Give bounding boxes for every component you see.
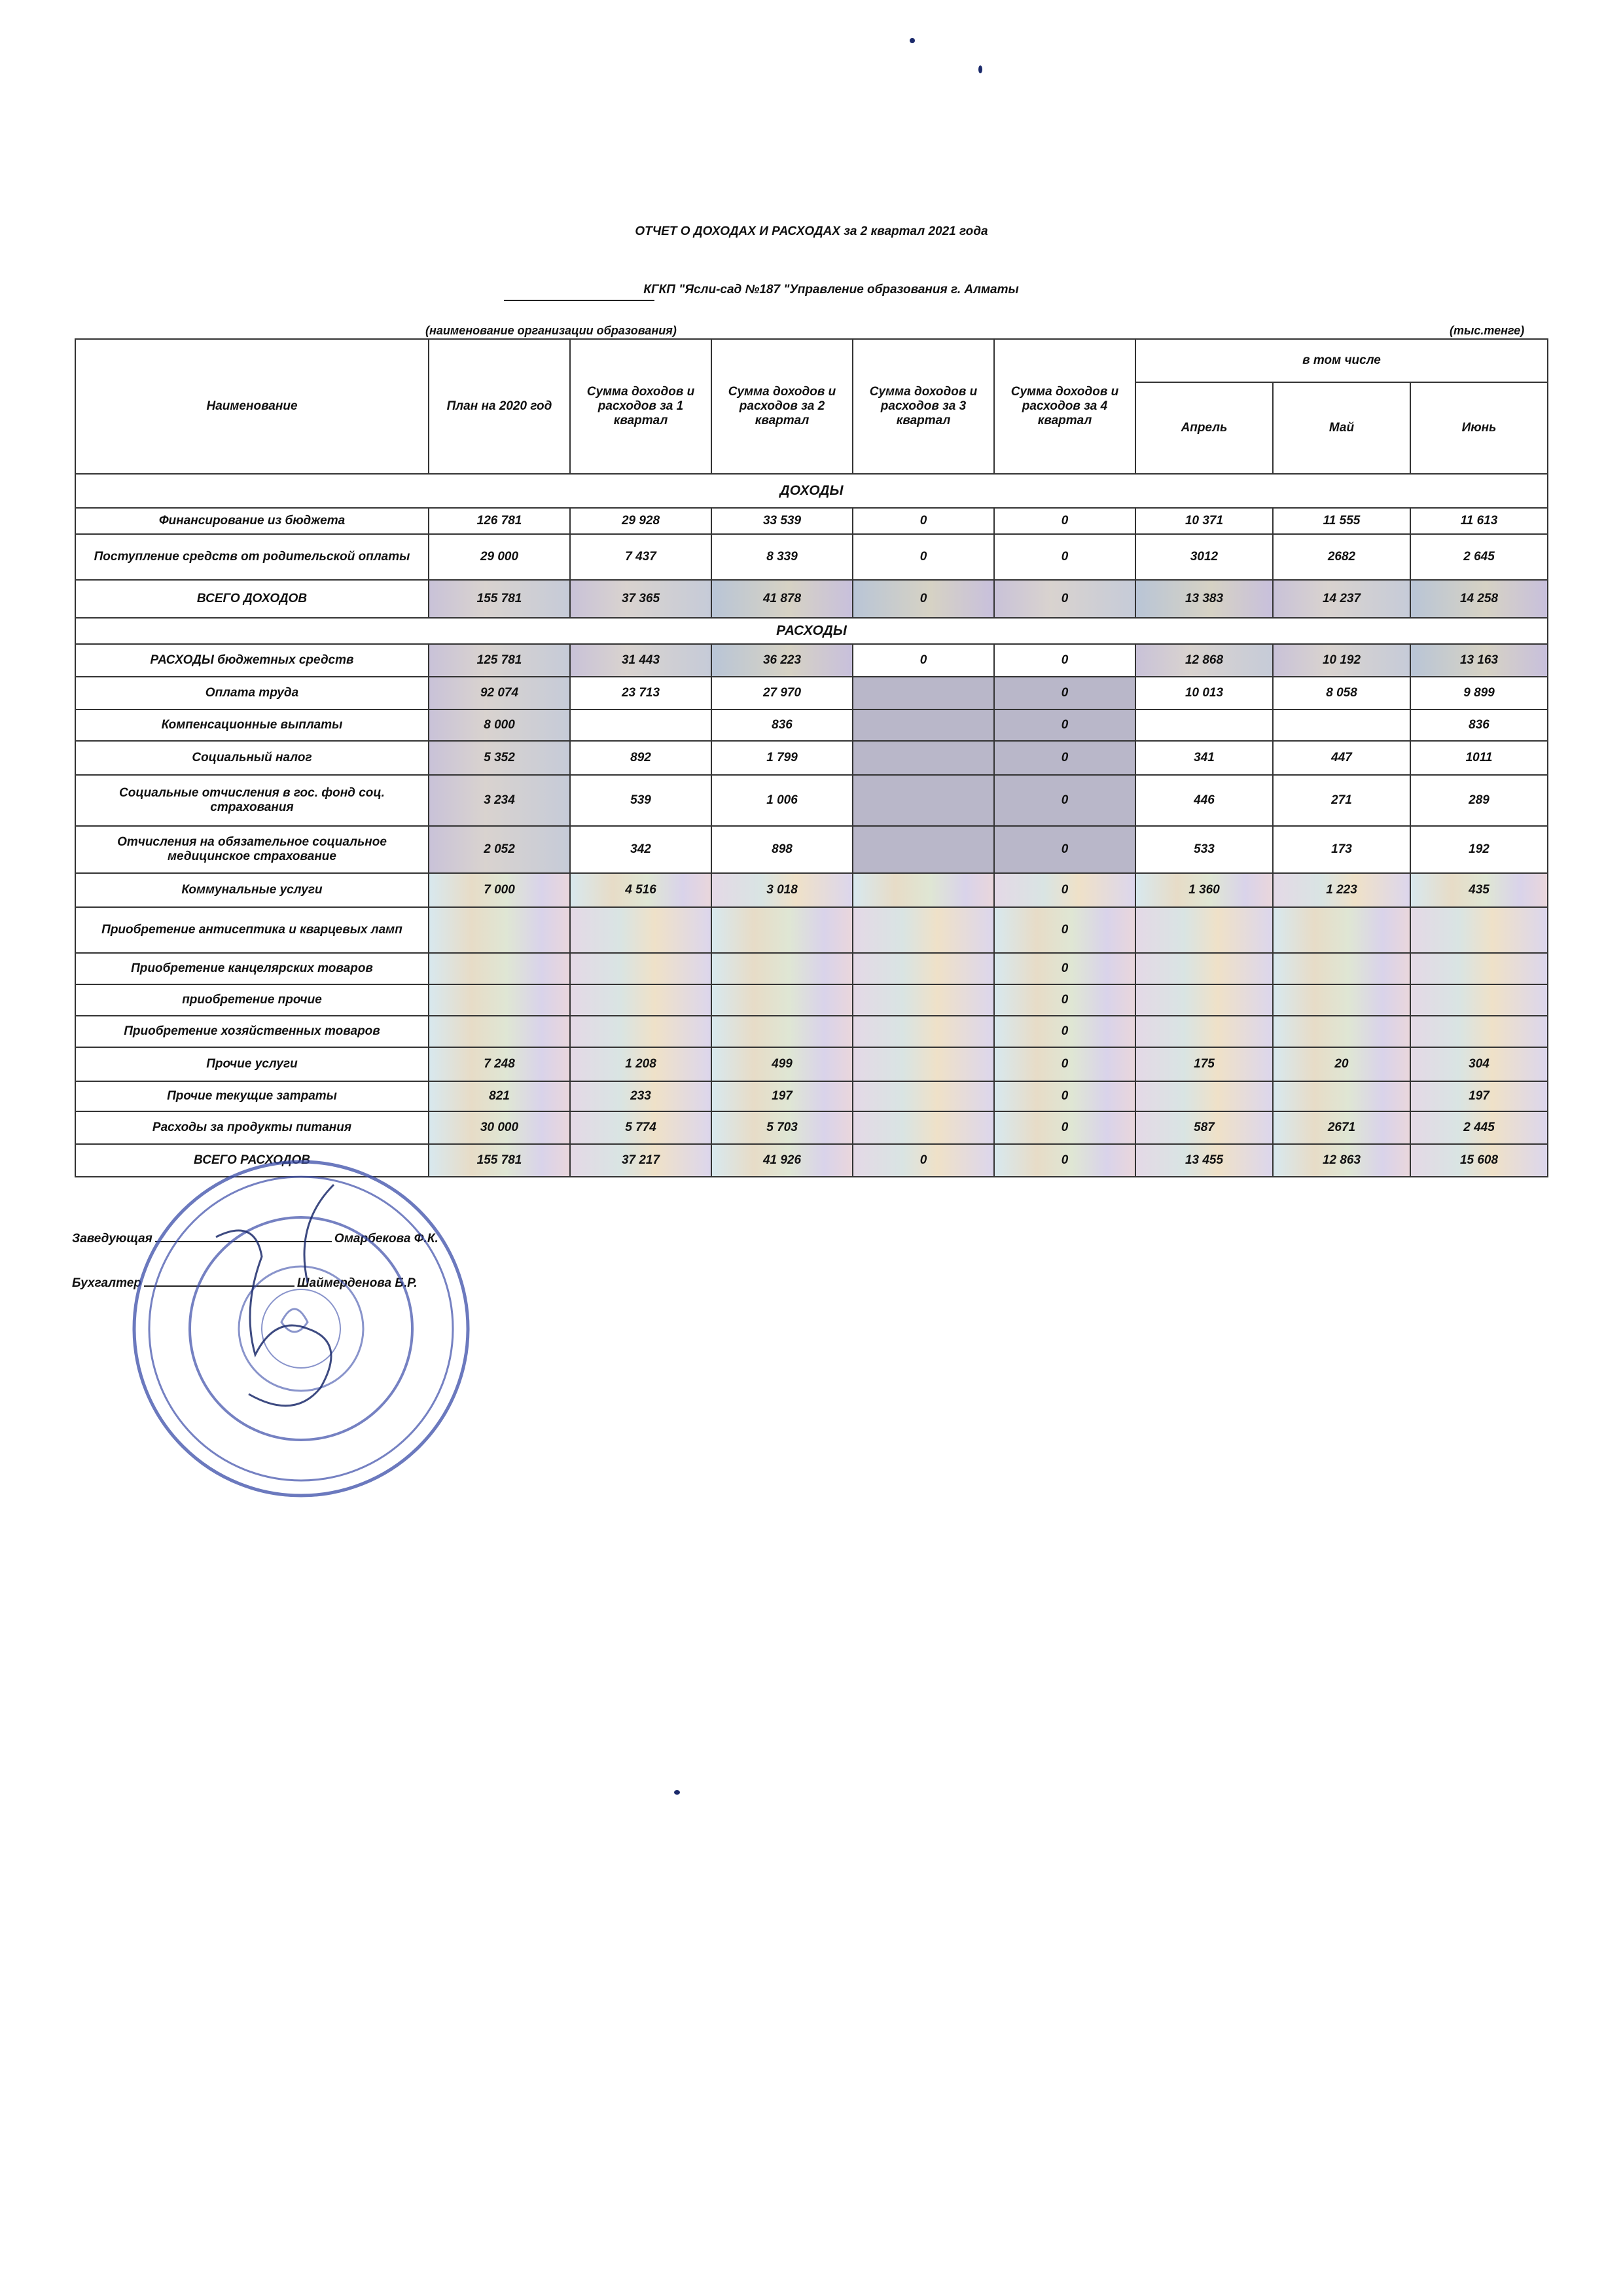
cell-q2: 836 (711, 709, 853, 741)
cell-may (1273, 907, 1410, 953)
cell-plan: 126 781 (429, 508, 570, 534)
cell-q3 (853, 984, 994, 1016)
cell-apr: 10 371 (1135, 508, 1273, 534)
head-name: Омарбекова Ф.К. (334, 1232, 438, 1246)
cell-jun: 435 (1410, 873, 1548, 907)
cell-q1: 23 713 (570, 677, 711, 709)
cell-q1: 37 365 (570, 580, 711, 618)
cell-jun: 2 445 (1410, 1111, 1548, 1144)
cell-q3 (853, 709, 994, 741)
cell-may (1273, 709, 1410, 741)
table-row (75, 907, 1548, 953)
cell-q2: 3 018 (711, 873, 853, 907)
cell-apr: 1 360 (1135, 873, 1273, 907)
table-row (75, 1047, 1548, 1081)
cell-may: 11 555 (1273, 508, 1410, 534)
row-label: приобретение прочие (75, 984, 429, 1016)
cell-may: 447 (1273, 741, 1410, 775)
cell-q4: 0 (994, 907, 1135, 953)
cell-jun: 14 258 (1410, 580, 1548, 618)
cell-q2: 41 926 (711, 1144, 853, 1177)
cell-q2: 8 339 (711, 534, 853, 580)
cell-may: 10 192 (1273, 644, 1410, 677)
cell-apr (1135, 953, 1273, 984)
cell-jun: 15 608 (1410, 1144, 1548, 1177)
table-row (75, 826, 1548, 873)
cell-plan: 155 781 (429, 1144, 570, 1177)
cell-may: 8 058 (1273, 677, 1410, 709)
cell-plan (429, 984, 570, 1016)
cell-q4: 0 (994, 580, 1135, 618)
cell-jun: 192 (1410, 826, 1548, 873)
cell-plan: 7 000 (429, 873, 570, 907)
cell-q3: 0 (853, 508, 994, 534)
cell-apr: 3012 (1135, 534, 1273, 580)
table-row (75, 741, 1548, 775)
table-row (75, 508, 1548, 534)
row-label: Прочие услуги (75, 1047, 429, 1081)
table-row (75, 677, 1548, 709)
cell-q2 (711, 984, 853, 1016)
cell-q3: 0 (853, 580, 994, 618)
header-including: в том числе (1135, 339, 1548, 382)
cell-may (1273, 1081, 1410, 1111)
cell-jun: 836 (1410, 709, 1548, 741)
cell-q2 (711, 953, 853, 984)
head-role: Заведующая (72, 1232, 152, 1246)
row-label: ВСЕГО РАСХОДОВ (75, 1144, 429, 1177)
cell-jun (1410, 1016, 1548, 1047)
cell-jun: 11 613 (1410, 508, 1548, 534)
cell-jun: 289 (1410, 775, 1548, 826)
header-name: Наименование (75, 339, 429, 474)
table-row (75, 953, 1548, 984)
cell-q4: 0 (994, 709, 1135, 741)
cell-q1: 892 (570, 741, 711, 775)
accountant-name: Шаймерденова Б.Р. (296, 1276, 418, 1290)
row-label: Приобретение антисептика и кварцевых ламп (75, 907, 429, 953)
cell-jun (1410, 953, 1548, 984)
cell-q2 (711, 1016, 853, 1047)
cell-q1: 31 443 (570, 644, 711, 677)
cell-q2: 197 (711, 1081, 853, 1111)
row-label: Приобретение канцелярских товаров (75, 953, 429, 984)
cell-apr: 175 (1135, 1047, 1273, 1081)
cell-q1: 539 (570, 775, 711, 826)
section-income: ДОХОДЫ (75, 474, 1548, 508)
cell-plan: 92 074 (429, 677, 570, 709)
cell-plan (429, 953, 570, 984)
header-q2: Сумма доходов и расходов за 2 квартал (711, 339, 853, 474)
row-label: Приобретение хозяйственных товаров (75, 1016, 429, 1047)
cell-q3 (853, 1111, 994, 1144)
cell-q1: 37 217 (570, 1144, 711, 1177)
table-row (75, 1016, 1548, 1047)
cell-may: 12 863 (1273, 1144, 1410, 1177)
cell-q4: 0 (994, 1047, 1135, 1081)
row-label: РАСХОДЫ бюджетных средств (75, 644, 429, 677)
cell-jun: 197 (1410, 1081, 1548, 1111)
cell-q2: 1 799 (711, 741, 853, 775)
cell-q1 (570, 953, 711, 984)
currency-unit: (тыс.тенге) (1450, 324, 1525, 337)
cell-q2: 499 (711, 1047, 853, 1081)
report-table (75, 338, 1548, 1177)
cell-may (1273, 984, 1410, 1016)
cell-q2: 1 006 (711, 775, 853, 826)
section-row (75, 618, 1548, 644)
row-label: Поступление средств от родительской оплаты (75, 534, 429, 580)
cell-may: 14 237 (1273, 580, 1410, 618)
table-row (75, 1081, 1548, 1111)
cell-q3 (853, 677, 994, 709)
cell-apr (1135, 907, 1273, 953)
row-label: Компенсационные выплаты (75, 709, 429, 741)
cell-q3 (853, 907, 994, 953)
cell-plan: 821 (429, 1081, 570, 1111)
row-label: Оплата труда (75, 677, 429, 709)
cell-q1 (570, 984, 711, 1016)
scan-speck (978, 65, 982, 73)
cell-q1 (570, 1016, 711, 1047)
table-row (75, 644, 1548, 677)
row-label: ВСЕГО ДОХОДОВ (75, 580, 429, 618)
cell-apr: 10 013 (1135, 677, 1273, 709)
cell-q4: 0 (994, 1111, 1135, 1144)
cell-q2: 898 (711, 826, 853, 873)
cell-q2: 5 703 (711, 1111, 853, 1144)
section-expense: РАСХОДЫ (75, 618, 1548, 644)
row-label: Финансирование из бюджета (75, 508, 429, 534)
cell-q4: 0 (994, 644, 1135, 677)
cell-q3: 0 (853, 1144, 994, 1177)
cell-apr (1135, 1016, 1273, 1047)
cell-q1: 4 516 (570, 873, 711, 907)
header-q4: Сумма доходов и расходов за 4 квартал (994, 339, 1135, 474)
cell-q4: 0 (994, 508, 1135, 534)
cell-may: 1 223 (1273, 873, 1410, 907)
cell-q1: 1 208 (570, 1047, 711, 1081)
cell-apr: 12 868 (1135, 644, 1273, 677)
row-label: Коммунальные услуги (75, 873, 429, 907)
cell-jun (1410, 984, 1548, 1016)
cell-apr: 13 455 (1135, 1144, 1273, 1177)
cell-plan: 29 000 (429, 534, 570, 580)
table-row (75, 1111, 1548, 1144)
cell-apr: 13 383 (1135, 580, 1273, 618)
cell-jun: 2 645 (1410, 534, 1548, 580)
cell-q1: 233 (570, 1081, 711, 1111)
cell-plan: 125 781 (429, 644, 570, 677)
cell-plan (429, 1016, 570, 1047)
cell-plan: 3 234 (429, 775, 570, 826)
cell-may (1273, 1016, 1410, 1047)
scan-speck (910, 38, 915, 43)
organization-underline (504, 300, 654, 301)
cell-q3: 0 (853, 534, 994, 580)
cell-q3 (853, 873, 994, 907)
cell-plan: 30 000 (429, 1111, 570, 1144)
header-plan: План на 2020 год (429, 339, 570, 474)
cell-q3 (853, 1047, 994, 1081)
header-q3: Сумма доходов и расходов за 3 квартал (853, 339, 994, 474)
organization-name: КГКП "Ясли-сад №187 "Управление образования г. Алматы (643, 283, 1019, 296)
cell-may: 20 (1273, 1047, 1410, 1081)
cell-q2: 41 878 (711, 580, 853, 618)
cell-apr (1135, 984, 1273, 1016)
cell-q4: 0 (994, 1081, 1135, 1111)
cell-jun: 1011 (1410, 741, 1548, 775)
cell-q4: 0 (994, 873, 1135, 907)
cell-q4: 0 (994, 741, 1135, 775)
scan-speck (674, 1790, 680, 1795)
organization-caption: (наименование организации образования) (425, 324, 677, 337)
cell-jun: 13 163 (1410, 644, 1548, 677)
cell-jun: 304 (1410, 1047, 1548, 1081)
cell-plan: 155 781 (429, 580, 570, 618)
row-label: Расходы за продукты питания (75, 1111, 429, 1144)
table-row (75, 775, 1548, 826)
cell-q3: 0 (853, 644, 994, 677)
cell-q4: 0 (994, 826, 1135, 873)
cell-q4: 0 (994, 534, 1135, 580)
cell-q4: 0 (994, 775, 1135, 826)
table-row (75, 873, 1548, 907)
cell-may: 2682 (1273, 534, 1410, 580)
cell-plan: 8 000 (429, 709, 570, 741)
cell-plan: 2 052 (429, 826, 570, 873)
header-june: Июнь (1410, 382, 1548, 474)
row-label: Отчисления на обязательное социальное медицинское страхование (75, 826, 429, 873)
cell-q3 (853, 1081, 994, 1111)
header-may: Май (1273, 382, 1410, 474)
cell-q2: 33 539 (711, 508, 853, 534)
cell-plan: 5 352 (429, 741, 570, 775)
cell-jun (1410, 907, 1548, 953)
header-q1: Сумма доходов и расходов за 1 квартал (570, 339, 711, 474)
header-april: Апрель (1135, 382, 1273, 474)
cell-q4: 0 (994, 677, 1135, 709)
cell-apr: 341 (1135, 741, 1273, 775)
row-label: Социальный налог (75, 741, 429, 775)
cell-apr: 533 (1135, 826, 1273, 873)
cell-q4: 0 (994, 1016, 1135, 1047)
cell-q3 (853, 953, 994, 984)
cell-q3 (853, 741, 994, 775)
cell-apr (1135, 709, 1273, 741)
report-title: ОТЧЕТ О ДОХОДАХ И РАСХОДАХ за 2 квартал 2021 года (635, 224, 988, 238)
cell-apr: 446 (1135, 775, 1273, 826)
cell-apr: 587 (1135, 1111, 1273, 1144)
cell-q1: 5 774 (570, 1111, 711, 1144)
cell-q1 (570, 709, 711, 741)
cell-q3 (853, 1016, 994, 1047)
table-row (75, 709, 1548, 741)
cell-apr (1135, 1081, 1273, 1111)
row-label: Прочие текущие затраты (75, 1081, 429, 1111)
cell-q4: 0 (994, 984, 1135, 1016)
table-row (75, 534, 1548, 580)
cell-q3 (853, 826, 994, 873)
income-total-row (75, 580, 1548, 618)
cell-may: 173 (1273, 826, 1410, 873)
cell-q2: 27 970 (711, 677, 853, 709)
cell-q1: 7 437 (570, 534, 711, 580)
row-label: Социальные отчисления в гос. фонд соц. страхования (75, 775, 429, 826)
table-row (75, 984, 1548, 1016)
cell-q1: 342 (570, 826, 711, 873)
cell-may (1273, 953, 1410, 984)
cell-q1 (570, 907, 711, 953)
accountant-role: Бухгалтер (72, 1276, 141, 1290)
cell-plan (429, 907, 570, 953)
cell-q2: 36 223 (711, 644, 853, 677)
cell-q3 (853, 775, 994, 826)
cell-q2 (711, 907, 853, 953)
cell-jun: 9 899 (1410, 677, 1548, 709)
organization-stamp (118, 1145, 484, 1512)
cell-q1: 29 928 (570, 508, 711, 534)
cell-q4: 0 (994, 1144, 1135, 1177)
cell-may: 2671 (1273, 1111, 1410, 1144)
cell-may: 271 (1273, 775, 1410, 826)
cell-plan: 7 248 (429, 1047, 570, 1081)
cell-q4: 0 (994, 953, 1135, 984)
